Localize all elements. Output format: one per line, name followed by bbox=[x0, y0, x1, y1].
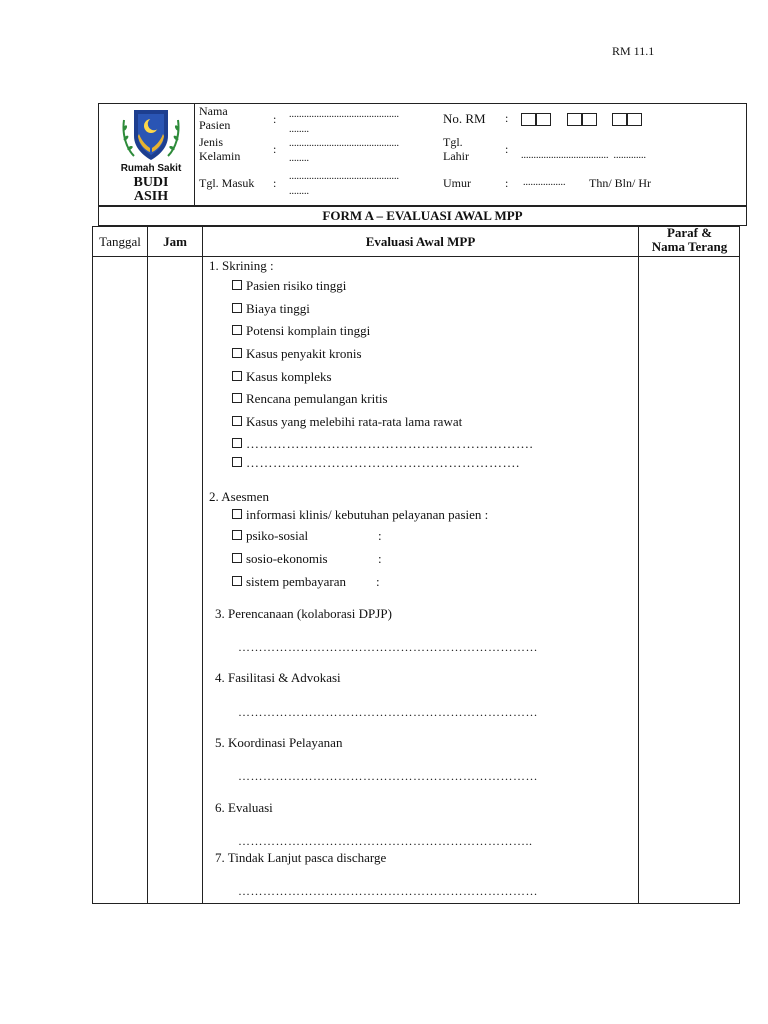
checkbox-icon[interactable] bbox=[232, 457, 242, 467]
norm-box[interactable] bbox=[536, 113, 551, 126]
header-jam: Jam bbox=[163, 234, 187, 249]
asesmen-colon: : bbox=[378, 528, 382, 543]
skrining-option[interactable] bbox=[232, 278, 346, 294]
asesmen-option[interactable] bbox=[232, 528, 308, 544]
asesmen-option[interactable] bbox=[232, 507, 488, 523]
checkbox-icon[interactable] bbox=[232, 393, 242, 403]
jenis-colon: : bbox=[273, 142, 277, 156]
shield-icon bbox=[118, 106, 184, 166]
header-paraf-l1: Paraf & bbox=[666, 225, 713, 240]
checkbox-icon[interactable] bbox=[232, 280, 242, 290]
checkbox-icon[interactable] bbox=[232, 553, 242, 563]
option-label: Potensi komplain tinggi bbox=[246, 323, 371, 338]
asesmen-colon: : bbox=[378, 551, 382, 566]
header-divider bbox=[194, 103, 195, 206]
header-paraf bbox=[639, 226, 740, 254]
section-evaluasi-title: 6. Evaluasi bbox=[215, 800, 273, 815]
tgl-label-l2: Lahir bbox=[443, 149, 469, 163]
masuk-dots-2: ........ bbox=[289, 186, 309, 197]
asesmen-option[interactable] bbox=[232, 551, 328, 567]
tgl-lahir-field[interactable]: ................................... ............. bbox=[521, 150, 646, 161]
header-paraf-l2: Nama Terang bbox=[651, 239, 728, 254]
hospital-logo bbox=[118, 106, 184, 166]
nama-dots-1: ............................................ bbox=[289, 109, 399, 120]
header-tanggal: Tanggal bbox=[99, 234, 141, 249]
norm-box[interactable] bbox=[567, 113, 582, 126]
norm-label: No. RM bbox=[443, 111, 486, 126]
option-label: Biaya tinggi bbox=[246, 301, 310, 316]
checkbox-icon[interactable] bbox=[232, 371, 242, 381]
section-perencanaan-title: 3. Perencanaan (kolaborasi DPJP) bbox=[215, 606, 392, 621]
tindak-lanjut-field[interactable]: ……………………………………………………………… bbox=[238, 884, 538, 898]
other-field[interactable]: ………………………………………………………. bbox=[246, 436, 534, 451]
umur-field[interactable]: ................. bbox=[523, 177, 566, 188]
document-code: RM 11.1 bbox=[612, 44, 655, 58]
asesmen-option[interactable] bbox=[232, 574, 346, 590]
checkbox-icon[interactable] bbox=[232, 438, 242, 448]
skrining-option[interactable] bbox=[232, 301, 310, 317]
section-skrining-title: 1. Skrining : bbox=[209, 258, 274, 273]
checkbox-icon[interactable] bbox=[232, 348, 242, 358]
masuk-field[interactable] bbox=[289, 169, 399, 199]
logo-line2: BUDI bbox=[133, 175, 169, 190]
asesmen-colon: : bbox=[376, 574, 380, 589]
section-koordinasi-title: 5. Koordinasi Pelayanan bbox=[215, 735, 343, 750]
logo-line1: Rumah Sakit bbox=[120, 163, 182, 174]
skrining-option[interactable] bbox=[232, 414, 462, 430]
skrining-option[interactable] bbox=[232, 323, 370, 339]
other-field[interactable]: ……………………………………………………. bbox=[246, 455, 520, 470]
option-label: sosio-ekonomis bbox=[246, 551, 328, 566]
skrining-option[interactable] bbox=[232, 369, 332, 385]
section-asesmen-title: 2. Asesmen bbox=[209, 489, 269, 504]
fasilitasi-field[interactable]: ……………………………………………………………… bbox=[238, 705, 538, 719]
table-header-divider bbox=[92, 256, 740, 257]
masuk-dots-1: ............................................ bbox=[289, 171, 399, 182]
umur-label: Umur bbox=[443, 176, 471, 190]
norm-colon: : bbox=[505, 111, 509, 125]
evaluation-table bbox=[92, 226, 740, 904]
skrining-option-other[interactable] bbox=[232, 455, 520, 471]
nama-label-l2: Pasien bbox=[199, 118, 231, 132]
nama-dots-2: ........ bbox=[289, 124, 309, 135]
norm-box[interactable] bbox=[627, 113, 642, 126]
norm-box[interactable] bbox=[582, 113, 597, 126]
nama-field[interactable] bbox=[289, 107, 399, 137]
nama-label-l1: Nama bbox=[199, 104, 228, 118]
skrining-option-other[interactable] bbox=[232, 436, 533, 452]
skrining-option[interactable] bbox=[232, 391, 388, 407]
col-divider-2 bbox=[202, 226, 203, 904]
norm-boxes[interactable] bbox=[521, 110, 642, 126]
option-label: sistem pembayaran bbox=[246, 574, 346, 589]
option-label: Kasus penyakit kronis bbox=[246, 346, 362, 361]
skrining-option[interactable] bbox=[232, 346, 362, 362]
logo-line3: ASIH bbox=[133, 189, 169, 204]
nama-label bbox=[199, 104, 230, 132]
checkbox-icon[interactable] bbox=[232, 416, 242, 426]
masuk-colon: : bbox=[273, 176, 277, 190]
checkbox-icon[interactable] bbox=[232, 576, 242, 586]
checkbox-icon[interactable] bbox=[232, 303, 242, 313]
section-fasilitasi-title: 4. Fasilitasi & Advokasi bbox=[215, 670, 341, 685]
jenis-label bbox=[199, 135, 240, 163]
option-label: Kasus kompleks bbox=[246, 369, 332, 384]
jenis-field[interactable] bbox=[289, 136, 399, 166]
umur-unit: Thn/ Bln/ Hr bbox=[589, 176, 651, 190]
jenis-label-l1: Jenis bbox=[199, 135, 223, 149]
tgl-label-l1: Tgl. bbox=[443, 135, 463, 149]
option-label: Kasus yang melebihi rata-rata lama rawat bbox=[246, 414, 463, 429]
perencanaan-field[interactable]: ……………………………………………………………… bbox=[238, 640, 538, 654]
evaluasi-field[interactable]: …………………………………………………………….. bbox=[238, 834, 533, 848]
nama-colon: : bbox=[273, 112, 277, 126]
option-label: Pasien risiko tinggi bbox=[246, 278, 347, 293]
tgl-colon: : bbox=[505, 142, 509, 156]
jenis-dots-2: ........ bbox=[289, 153, 309, 164]
col-divider-1 bbox=[147, 226, 148, 904]
form-title: FORM A – EVALUASI AWAL MPP bbox=[322, 208, 523, 223]
jenis-dots-1: ............................................ bbox=[289, 138, 399, 149]
tgl-lahir-label bbox=[443, 135, 469, 163]
section-tindak-lanjut-title: 7. Tindak Lanjut pasca discharge bbox=[215, 850, 387, 865]
masuk-label: Tgl. Masuk bbox=[199, 176, 255, 190]
norm-box[interactable] bbox=[612, 113, 627, 126]
checkbox-icon[interactable] bbox=[232, 509, 242, 519]
header-evaluasi: Evaluasi Awal MPP bbox=[365, 234, 476, 249]
option-label: informasi klinis/ kebutuhan pelayanan pasien : bbox=[246, 507, 489, 522]
checkbox-icon[interactable] bbox=[232, 530, 242, 540]
koordinasi-field[interactable]: ……………………………………………………………… bbox=[238, 769, 538, 783]
checkbox-icon[interactable] bbox=[232, 325, 242, 335]
umur-colon: : bbox=[505, 176, 509, 190]
jenis-label-l2: Kelamin bbox=[199, 149, 241, 163]
option-label: Rencana pemulangan kritis bbox=[246, 391, 388, 406]
option-label: psiko-sosial bbox=[246, 528, 309, 543]
col-divider-3 bbox=[638, 226, 639, 904]
norm-box[interactable] bbox=[521, 113, 536, 126]
